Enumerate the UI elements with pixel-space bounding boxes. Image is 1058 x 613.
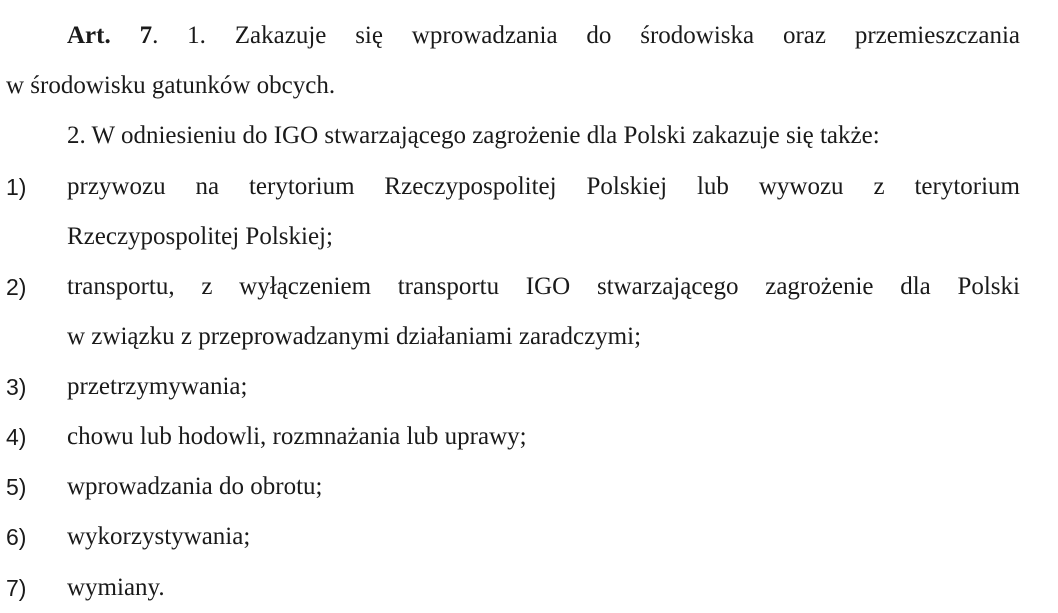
list-item-text: przywozu na terytorium Rzeczypospolitej Polskiej lub wywozu z terytorium — [67, 173, 1020, 200]
list-item-number: 5) — [6, 474, 27, 500]
list-item-text: chowu lub hodowli, rozmnażania lub uprawy; — [67, 423, 527, 450]
list-item-number: 2) — [6, 274, 27, 300]
article-para1-first-line: . 1. Zakazuje się wprowadzania do środowiska oraz przemieszczania — [152, 22, 1020, 49]
article-para2: 2. W odniesieniu do IGO stwarzającego zagrożenie dla Polski zakazuje się także: — [67, 122, 880, 149]
list-item-text: wprowadzania do obrotu; — [67, 473, 323, 500]
list-item-number: 3) — [6, 374, 27, 400]
list-item-text-continuation: w związku z przeprowadzanymi działaniami zaradczymi; — [67, 323, 642, 350]
list-item-text-continuation: Rzeczypospolitej Polskiej; — [67, 223, 333, 250]
article-para1-second-line: w środowisku gatunków obcych. — [6, 72, 336, 99]
list-item-text: wymiany. — [67, 574, 165, 601]
list-item-text: wykorzystywania; — [67, 523, 251, 550]
list-item-text: transportu, z wyłączeniem transportu IGO stwarzającego zagrożenie dla Polski — [67, 273, 1020, 300]
list-item-number: 6) — [6, 524, 27, 550]
list-item-number: 7) — [6, 575, 27, 601]
list-item-number: 4) — [6, 424, 27, 450]
article-first-line — [67, 21, 1020, 51]
article-label: Art. 7 — [67, 22, 153, 49]
list-item-number: 1) — [6, 174, 27, 200]
list-item-text: przetrzymywania; — [67, 373, 248, 400]
